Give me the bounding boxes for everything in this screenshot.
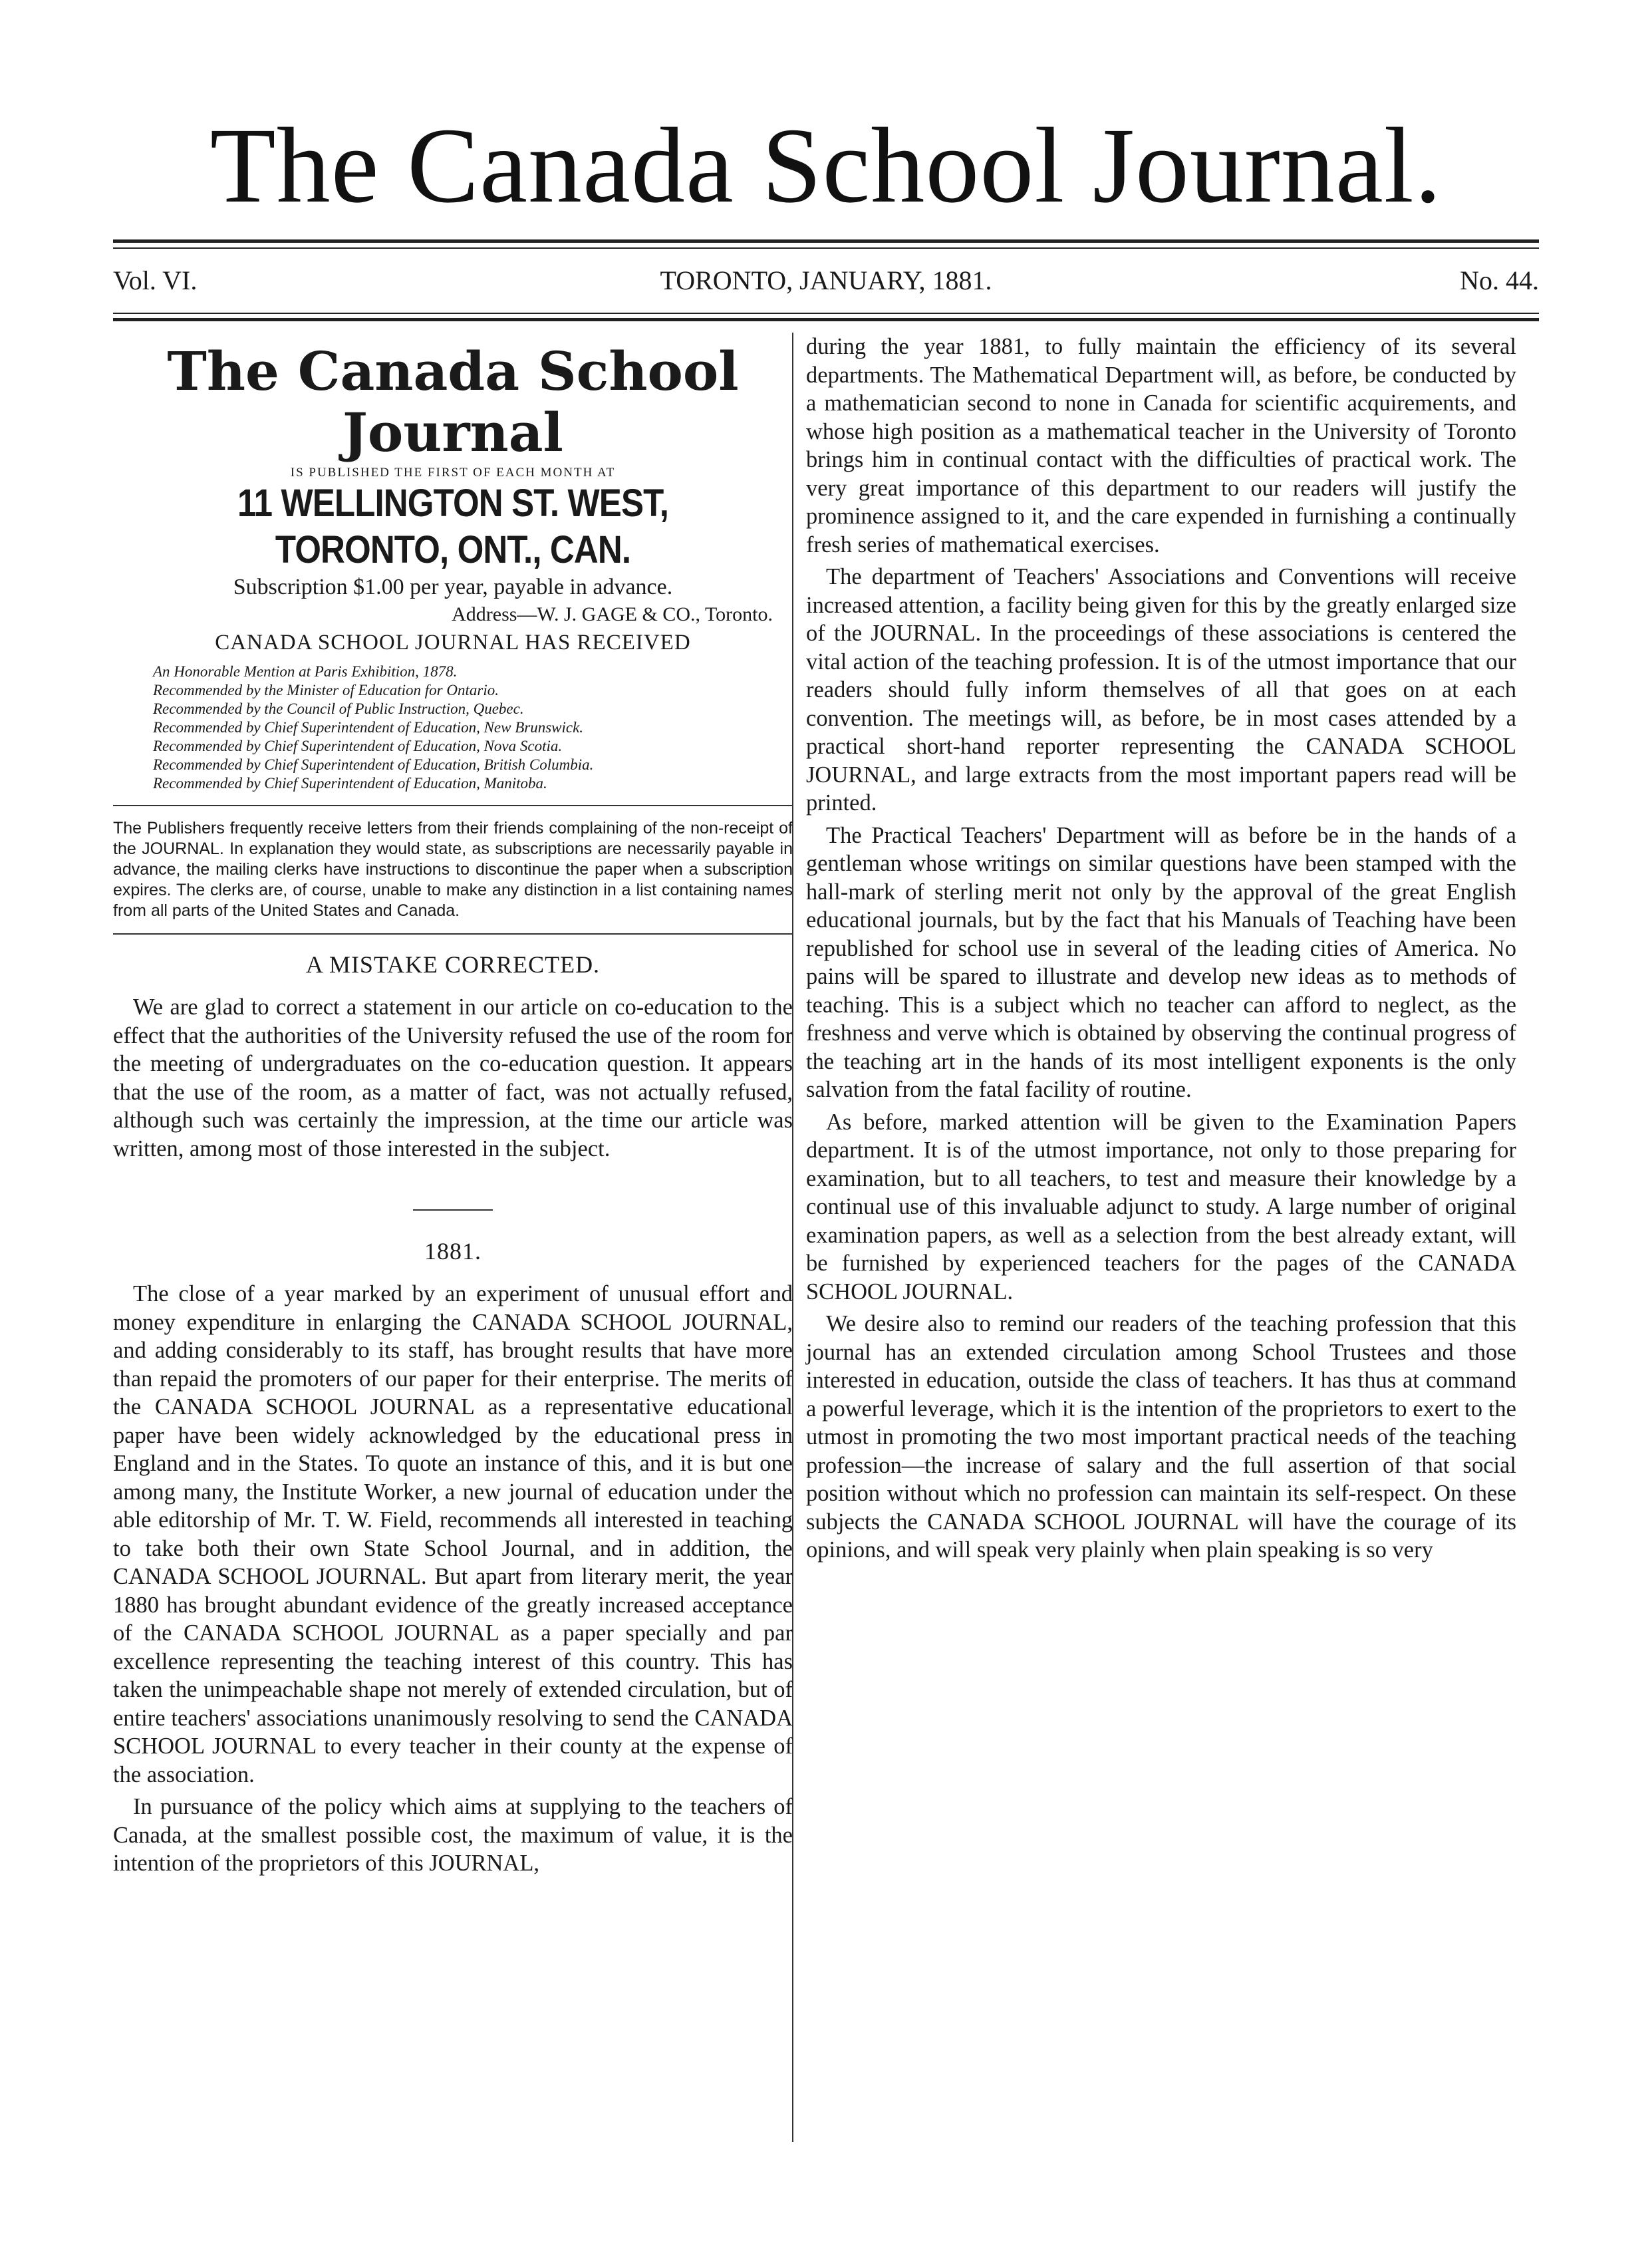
section-rule	[113, 805, 793, 806]
section-rule	[113, 933, 793, 935]
article-paragraph: The close of a year marked by an experiment of unusual effort and money expenditure in enlarging the CANADA SCHOOL JOURNAL, and adding considerably to its staff, has brought results that have more than repaid the promoters of our paper for their enterprise. The merits of the CANADA SCHOOL JOURNAL as a representative educational paper have been widely acknowledged by the educational press in England and in the States. To quote an instance of this, and it is but one among many, the Institute Worker, a new journal of education under the able editorship of Mr. T. W. Field, recommends all interested in teaching to take both their own State School Journal, and in addition, the CANADA SCHOOL JOURNAL. But apart from literary merit, the year 1880 has brought abundant evidence of the greatly increased acceptance of the CANADA SCHOOL JOURNAL as a paper specially and par excellence representing the teaching interest of this country. This has taken the unimpeachable shape not merely of extended circulation, but of entire teachers' associations unanimously resolving to send the CANADA SCHOOL JOURNAL to every teacher in their county at the expense of the association.	[113, 1281, 793, 1787]
recommendation-item: Recommended by Chief Superintendent of Education, British Columbia.	[153, 756, 594, 773]
recommendation-item: Recommended by Chief Superintendent of Education, Manitoba.	[153, 775, 547, 792]
volume-number: Vol. VI.	[113, 265, 198, 295]
publisher-box	[113, 341, 793, 935]
issue-number: No. 44.	[1460, 265, 1539, 295]
recommendations-list	[153, 663, 793, 793]
publisher-address-line: Address—W. J. GAGE & CO., Toronto.	[452, 603, 773, 625]
received-heading: CANADA SCHOOL JOURNAL HAS RECEIVED	[215, 631, 691, 655]
article-paragraph: In pursuance of the policy which aims at supplying to the teachers of Canada, at the smallest possible cost, the maximum of value, it is the intention of the proprietors of this JOURNAL,	[113, 1794, 793, 1876]
dateline-rule-thick	[113, 318, 1539, 321]
article-paragraph: The department of Teachers' Associations and Conventions will receive increased attention, a facility being given for this by the greatly enlarged size of the JOURNAL. In the proceedings of these associations is centered the vital action of the teaching profession. It is of the utmost importance that our readers should fully inform themselves of all that goes on at each convention. The meetings will, as before, be in most cases attended by a practical short-hand reporter representing the CANADA SCHOOL JOURNAL, and large extracts from the most important papers read will be printed.	[806, 564, 1516, 816]
office-address: 11 WELLINGTON ST. WEST, TORONTO, ONT., CAN.	[237, 482, 669, 571]
recommendation-item: An Honorable Mention at Paris Exhibition, 1878.	[153, 663, 458, 680]
published-note: IS PUBLISHED THE FIRST OF EACH MONTH AT	[290, 466, 616, 480]
article-paragraph: We desire also to remind our readers of the teaching profession that this journal has an extended circulation among School Trustees and those interested in education, outside the class of teachers. It has thus at command a powerful leverage, which it is the intention of the proprietors to exert to the utmost in promoting the two most important practical needs of the teaching profession—the increase of salary and the full assertion of that social position without which no profession can maintain its self-respect. On these subjects the CANADA SCHOOL JOURNAL will have the courage of its opinions, and will speak very plainly when plain speaking is so very	[806, 1311, 1516, 1563]
masthead-rule-top	[113, 239, 1539, 243]
recommendation-item: Recommended by Chief Superintendent of Education, New Brunswick.	[153, 719, 584, 736]
article-heading-1881: 1881.	[424, 1238, 482, 1265]
article-paragraph: We are glad to correct a statement in our article on co-education to the effect that the authorities of the University refused the use of the room for the meeting of undergraduates on the co-education question. It appears that the use of the room, as a matter of fact, was not actually refused, although such was certainly the impression, at the time our article was written, among most of those interested in the subject.	[113, 994, 793, 1161]
article-heading-mistake: A MISTAKE CORRECTED.	[305, 951, 601, 978]
subscription-line: Subscription $1.00 per year, payable in advance.	[233, 575, 673, 599]
masthead-title: The Canada School Journal.	[209, 106, 1443, 225]
dateline	[113, 261, 1539, 301]
issue-date: TORONTO, JANUARY, 1881.	[660, 265, 992, 295]
recommendation-item: Recommended by the Minister of Education for Ontario.	[153, 682, 499, 698]
left-column	[113, 333, 793, 1882]
recommendation-item: Recommended by Chief Superintendent of Education, Nova Scotia.	[153, 738, 563, 754]
article-paragraph: The Practical Teachers' Department will as before be in the hands of a gentleman whose writings on similar questions have been stamped with the hall-mark of sterling merit not only by the approval of the great English educational journals, but by the fact that his Manuals of Teaching have been republished for school use in several of the leading cities of America. No pains will be spared to illustrate and develop new ideas as to methods of teaching. This is a subject which no teacher can afford to neglect, as the freshness and verve which is obtained by observing the continual progress of the teaching art in the hands of its most intelligent exponents is the only salvation from the fatal facility of routine.	[806, 822, 1516, 1102]
right-column	[806, 333, 1516, 1569]
publication-name: The Canada School Journal	[167, 340, 739, 464]
publisher-notice: The Publishers frequently receive letters from their friends complaining of the non-receipt of the JOURNAL. In explanation they would state, as subscriptions are necessarily payable in advance, the mailing clerks have instructions to discontinue the paper when a subscription expires. The clerks are, of course, unable to make any distinction in a list containing names from all parts of the United States and Canada.	[113, 819, 793, 920]
article-paragraph: during the year 1881, to fully maintain the efficiency of its several departments. The Mathematical Department will, as before, be conducted by a mathematician second to none in Canada for scientific acquirements, and whose high position as a mathematical teacher in the University of Toronto brings him in continual contact with the difficulties of practical work. The very great importance of this department to our readers will justify the prominence assigned to it, and the care expended in furnishing a continually fresh series of mathematical exercises.	[806, 334, 1516, 557]
masthead-rule-top-thin	[113, 247, 1539, 249]
article-paragraph: As before, marked attention will be given to the Examination Papers department. It is of the utmost importance, not only to those preparing for examination, but to all teachers, to test and measure their knowledge by a continual use of this invaluable adjunct to study. A large number of original examination papers, as well as a selection from the best already extant, will be furnished by experienced teachers for the pages of the CANADA SCHOOL JOURNAL.	[806, 1109, 1516, 1304]
recommendation-item: Recommended by the Council of Public Instruction, Quebec.	[153, 700, 524, 717]
article-separator	[413, 1209, 493, 1211]
dateline-rule-thin	[113, 313, 1539, 314]
